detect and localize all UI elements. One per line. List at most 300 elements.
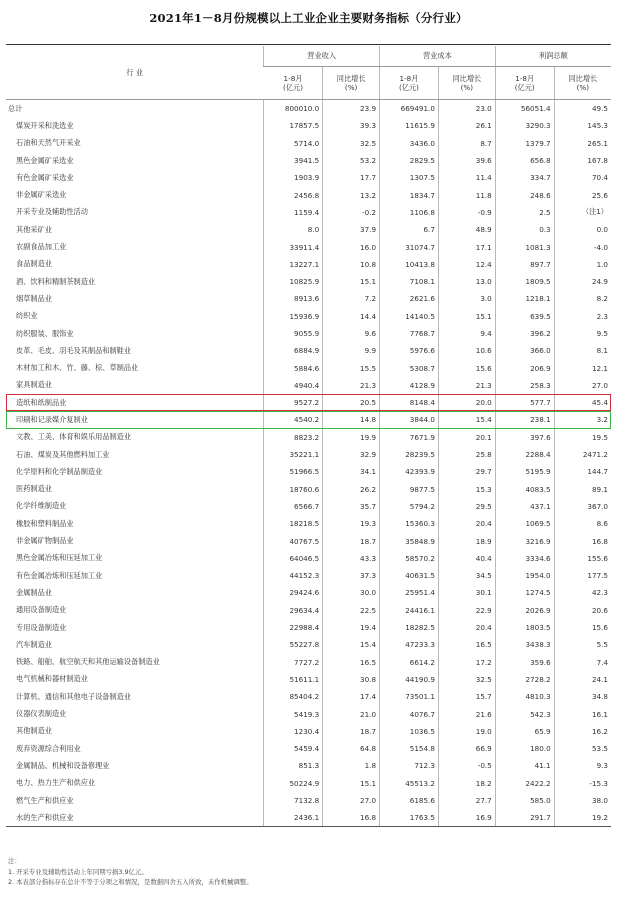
table-row <box>6 515 611 532</box>
revenue-growth: 19.9 <box>323 429 380 446</box>
cost-value: 18282.5 <box>380 619 439 636</box>
revenue-growth: 32.9 <box>323 446 380 463</box>
cost-growth: 34.5 <box>438 567 495 584</box>
industry-name: 其他制造业 <box>16 726 52 736</box>
industry-name: 造纸和纸制品业 <box>16 397 67 407</box>
profit-growth: 42.3 <box>554 584 611 601</box>
industry-name: 石油和天然气开采业 <box>16 138 81 148</box>
revenue-growth: 32.5 <box>323 135 380 152</box>
revenue-growth: 16.0 <box>323 238 380 255</box>
revenue-value: 5884.6 <box>264 359 323 376</box>
revenue-value: 1159.4 <box>264 204 323 221</box>
header-cost-value: 1-8月 (亿元) <box>380 67 439 100</box>
profit-growth: 49.5 <box>554 100 611 118</box>
cost-growth: 9.4 <box>438 325 495 342</box>
table-row <box>6 411 611 428</box>
table-row <box>6 740 611 757</box>
profit-value: 41.1 <box>495 757 554 774</box>
revenue-growth: 34.1 <box>323 463 380 480</box>
profit-growth: 89.1 <box>554 481 611 498</box>
industry-name: 非金属矿采选业 <box>16 190 67 200</box>
revenue-value: 2436.1 <box>264 809 323 827</box>
profit-growth: 8.1 <box>554 342 611 359</box>
revenue-growth: 17.7 <box>323 169 380 186</box>
revenue-growth: 15.5 <box>323 359 380 376</box>
profit-growth: 24.9 <box>554 273 611 290</box>
table-row <box>6 342 611 359</box>
cost-value: 7768.7 <box>380 325 439 342</box>
header-profit-growth: 同比增长 (%) <box>554 67 611 100</box>
cost-value: 47233.3 <box>380 636 439 653</box>
revenue-growth: 43.3 <box>323 550 380 567</box>
revenue-value: 55227.8 <box>264 636 323 653</box>
industry-name: 医药制造业 <box>16 484 52 494</box>
profit-value: 4810.3 <box>495 688 554 705</box>
cost-growth: -0.9 <box>438 204 495 221</box>
table-row <box>6 498 611 515</box>
table-row <box>6 359 611 376</box>
revenue-value: 33911.4 <box>264 238 323 255</box>
cost-growth: 21.6 <box>438 705 495 722</box>
cost-growth: 26.1 <box>438 117 495 134</box>
revenue-value: 51966.5 <box>264 463 323 480</box>
profit-value: 2422.2 <box>495 775 554 792</box>
table-row <box>6 775 611 792</box>
table-row <box>6 169 611 186</box>
table-row <box>6 152 611 169</box>
cost-value: 1036.5 <box>380 723 439 740</box>
cost-value: 40631.5 <box>380 567 439 584</box>
profit-growth: -15.3 <box>554 775 611 792</box>
cost-value: 1763.5 <box>380 809 439 827</box>
revenue-growth: 15.1 <box>323 273 380 290</box>
industry-name: 化学原料和化学制品制造业 <box>16 466 103 476</box>
revenue-value: 6884.9 <box>264 342 323 359</box>
table-row <box>6 377 611 394</box>
profit-growth: 53.5 <box>554 740 611 757</box>
table-row <box>6 809 611 827</box>
revenue-growth: 30.8 <box>323 671 380 688</box>
industry-name: 电力、热力生产和供应业 <box>16 778 96 788</box>
profit-value: 2288.4 <box>495 446 554 463</box>
profit-growth: （注1） <box>554 204 611 221</box>
industry-name: 黑色金属矿采选业 <box>16 155 74 165</box>
cost-value: 73501.1 <box>380 688 439 705</box>
cost-value: 11615.9 <box>380 117 439 134</box>
industry-name: 通用设备制造业 <box>16 605 67 615</box>
table-row <box>6 186 611 203</box>
revenue-value: 5459.4 <box>264 740 323 757</box>
industry-name: 酒、饮料和精制茶制造业 <box>16 276 96 286</box>
cost-growth: 48.9 <box>438 221 495 238</box>
profit-value: 3438.3 <box>495 636 554 653</box>
footnote-2: 2. 本表部分指标存在总计不等于分项之和情况，是数据四舍五入所致，未作机械调整。 <box>8 878 253 886</box>
revenue-growth: 27.0 <box>323 792 380 809</box>
profit-growth: 8.6 <box>554 515 611 532</box>
cost-value: 4076.7 <box>380 705 439 722</box>
revenue-value: 51611.1 <box>264 671 323 688</box>
cost-value: 15360.3 <box>380 515 439 532</box>
profit-value: 258.3 <box>495 377 554 394</box>
header-revenue-growth: 同比增长 (%) <box>323 67 380 100</box>
revenue-growth: 21.0 <box>323 705 380 722</box>
cost-value: 3436.0 <box>380 135 439 152</box>
industry-name: 烟草制品业 <box>16 293 52 303</box>
revenue-growth: 9.6 <box>323 325 380 342</box>
cost-growth: 17.1 <box>438 238 495 255</box>
industry-name: 食品制造业 <box>16 259 52 269</box>
cost-growth: 23.0 <box>438 100 495 118</box>
revenue-value: 64046.5 <box>264 550 323 567</box>
table-row <box>6 705 611 722</box>
cost-growth: 13.0 <box>438 273 495 290</box>
industry-name: 石油、煤炭及其他燃料加工业 <box>16 449 110 459</box>
profit-growth: 2.3 <box>554 308 611 325</box>
revenue-value: 18760.6 <box>264 481 323 498</box>
revenue-value: 85404.2 <box>264 688 323 705</box>
table-row <box>6 481 611 498</box>
industry-name: 农副食品加工业 <box>16 242 67 252</box>
profit-value: 4083.5 <box>495 481 554 498</box>
revenue-value: 35221.1 <box>264 446 323 463</box>
profit-value: 65.9 <box>495 723 554 740</box>
revenue-value: 40767.5 <box>264 532 323 549</box>
cost-value: 25951.4 <box>380 584 439 601</box>
revenue-value: 18218.5 <box>264 515 323 532</box>
profit-growth: 145.3 <box>554 117 611 134</box>
revenue-value: 4940.4 <box>264 377 323 394</box>
top-rule <box>6 44 611 45</box>
profit-value: 1803.5 <box>495 619 554 636</box>
header-cost-growth: 同比增长 (%) <box>438 67 495 100</box>
revenue-value: 1903.9 <box>264 169 323 186</box>
cost-growth: 32.5 <box>438 671 495 688</box>
industry-name: 纺织业 <box>16 311 38 321</box>
financial-indicators-table <box>6 46 611 827</box>
cost-value: 42393.9 <box>380 463 439 480</box>
revenue-growth: 64.8 <box>323 740 380 757</box>
industry-name: 电气机械和器材制造业 <box>16 674 88 684</box>
revenue-growth: 21.3 <box>323 377 380 394</box>
revenue-growth: 14.8 <box>323 411 380 428</box>
cost-growth: 19.0 <box>438 723 495 740</box>
cost-growth: 21.3 <box>438 377 495 394</box>
profit-value: 291.7 <box>495 809 554 827</box>
revenue-value: 9527.2 <box>264 394 323 411</box>
table-row <box>6 723 611 740</box>
revenue-value: 5714.0 <box>264 135 323 152</box>
profit-value: 1081.3 <box>495 238 554 255</box>
table-row <box>6 567 611 584</box>
cost-value: 58570.2 <box>380 550 439 567</box>
industry-name: 有色金属矿采选业 <box>16 172 74 182</box>
revenue-growth: 37.9 <box>323 221 380 238</box>
profit-value: 585.0 <box>495 792 554 809</box>
cost-growth: 20.0 <box>438 394 495 411</box>
table-row <box>6 792 611 809</box>
cost-growth: 29.7 <box>438 463 495 480</box>
cost-value: 28239.5 <box>380 446 439 463</box>
industry-name: 专用设备制造业 <box>16 622 67 632</box>
profit-growth: 367.0 <box>554 498 611 515</box>
revenue-value: 44152.3 <box>264 567 323 584</box>
profit-value: 396.2 <box>495 325 554 342</box>
page-title: 2021年1－8月份规模以上工业企业主要财务指标（分行业） <box>149 11 468 25</box>
profit-value: 238.1 <box>495 411 554 428</box>
profit-value: 3290.3 <box>495 117 554 134</box>
profit-value: 3334.6 <box>495 550 554 567</box>
revenue-growth: 26.2 <box>323 481 380 498</box>
profit-value: 3216.9 <box>495 532 554 549</box>
industry-name: 其他采矿业 <box>16 224 52 234</box>
revenue-growth: 30.0 <box>323 584 380 601</box>
revenue-value: 15936.9 <box>264 308 323 325</box>
header-profit-value: 1-8月 (亿元) <box>495 67 554 100</box>
header-revenue-value: 1-8月 (亿元) <box>264 67 323 100</box>
table-row <box>6 446 611 463</box>
header-industry: 行 业 <box>6 46 264 100</box>
table-row <box>6 654 611 671</box>
profit-growth: 20.6 <box>554 602 611 619</box>
cost-value: 31074.7 <box>380 238 439 255</box>
revenue-value: 8913.6 <box>264 290 323 307</box>
table-row <box>6 688 611 705</box>
cost-value: 4128.9 <box>380 377 439 394</box>
cost-value: 6.7 <box>380 221 439 238</box>
profit-value: 0.3 <box>495 221 554 238</box>
industry-name: 家具制造业 <box>16 380 52 390</box>
profit-growth: 16.2 <box>554 723 611 740</box>
profit-growth: 27.0 <box>554 377 611 394</box>
revenue-value: 29424.6 <box>264 584 323 601</box>
profit-growth: 2471.2 <box>554 446 611 463</box>
cost-growth: 18.9 <box>438 532 495 549</box>
industry-name: 橡胶和塑料制品业 <box>16 518 74 528</box>
profit-growth: 16.8 <box>554 532 611 549</box>
industry-name: 废弃资源综合利用业 <box>16 743 81 753</box>
cost-growth: 40.4 <box>438 550 495 567</box>
cost-value: 45513.2 <box>380 775 439 792</box>
table-row <box>6 290 611 307</box>
table-row <box>6 135 611 152</box>
revenue-growth: 15.1 <box>323 775 380 792</box>
cost-growth: 11.8 <box>438 186 495 203</box>
profit-value: 1954.0 <box>495 567 554 584</box>
table-row <box>6 394 611 411</box>
industry-name: 金属制品、机械和设备修理业 <box>16 760 110 770</box>
revenue-growth: 7.2 <box>323 290 380 307</box>
profit-value: 397.6 <box>495 429 554 446</box>
profit-growth: 34.8 <box>554 688 611 705</box>
profit-value: 359.6 <box>495 654 554 671</box>
industry-name: 纺织服装、服饰业 <box>16 328 74 338</box>
table-row <box>6 308 611 325</box>
table-row <box>6 602 611 619</box>
revenue-value: 2456.8 <box>264 186 323 203</box>
footnote-1: 1. 开采专业及辅助性活动上年同期亏损3.9亿元。 <box>8 867 148 876</box>
table-row <box>6 221 611 238</box>
profit-value: 2026.9 <box>495 602 554 619</box>
cost-growth: 15.4 <box>438 411 495 428</box>
industry-name: 印刷和记录媒介复制业 <box>16 414 88 424</box>
cost-value: 5976.6 <box>380 342 439 359</box>
profit-growth: 15.6 <box>554 619 611 636</box>
revenue-value: 7132.8 <box>264 792 323 809</box>
industry-name: 燃气生产和供应业 <box>16 795 74 805</box>
table-row <box>6 584 611 601</box>
profit-growth: 19.5 <box>554 429 611 446</box>
profit-growth: 9.5 <box>554 325 611 342</box>
revenue-value: 6566.7 <box>264 498 323 515</box>
profit-value: 2728.2 <box>495 671 554 688</box>
revenue-value: 800010.0 <box>264 100 323 118</box>
footnote-heading: 注： <box>8 857 21 865</box>
cost-growth: 66.9 <box>438 740 495 757</box>
revenue-growth: 18.7 <box>323 532 380 549</box>
profit-value: 1218.1 <box>495 290 554 307</box>
profit-value: 366.0 <box>495 342 554 359</box>
profit-growth: 9.3 <box>554 757 611 774</box>
industry-name: 有色金属冶炼和压延加工业 <box>16 570 103 580</box>
profit-value: 334.7 <box>495 169 554 186</box>
industry-name: 总计 <box>8 103 23 113</box>
revenue-value: 8823.2 <box>264 429 323 446</box>
profit-value: 656.8 <box>495 152 554 169</box>
profit-growth: 0.0 <box>554 221 611 238</box>
cost-growth: 30.1 <box>438 584 495 601</box>
cost-value: 669491.0 <box>380 100 439 118</box>
industry-name: 煤炭开采和洗选业 <box>16 120 74 130</box>
profit-value: 206.9 <box>495 359 554 376</box>
revenue-growth: 53.2 <box>323 152 380 169</box>
cost-growth: 16.9 <box>438 809 495 827</box>
industry-name: 水的生产和供应业 <box>6 809 264 827</box>
cost-value: 14140.5 <box>380 308 439 325</box>
revenue-growth: 14.4 <box>323 308 380 325</box>
revenue-growth: 17.4 <box>323 688 380 705</box>
profit-growth: 16.1 <box>554 705 611 722</box>
cost-value: 6185.6 <box>380 792 439 809</box>
industry-name: 金属制品业 <box>16 587 52 597</box>
cost-value: 1834.7 <box>380 186 439 203</box>
profit-value: 1379.7 <box>495 135 554 152</box>
revenue-value: 1230.4 <box>264 723 323 740</box>
industry-name: 计算机、通信和其他电子设备制造业 <box>16 691 132 701</box>
revenue-value: 13227.1 <box>264 256 323 273</box>
revenue-growth: 10.8 <box>323 256 380 273</box>
revenue-growth: 13.2 <box>323 186 380 203</box>
profit-growth: 7.4 <box>554 654 611 671</box>
revenue-growth: 20.5 <box>323 394 380 411</box>
profit-value: 897.7 <box>495 256 554 273</box>
cost-growth: 16.5 <box>438 636 495 653</box>
cost-growth: 8.7 <box>438 135 495 152</box>
revenue-value: 50224.9 <box>264 775 323 792</box>
cost-growth: 15.6 <box>438 359 495 376</box>
revenue-growth: 19.3 <box>323 515 380 532</box>
profit-value: 248.6 <box>495 186 554 203</box>
cost-value: 5308.7 <box>380 359 439 376</box>
profit-growth: 24.1 <box>554 671 611 688</box>
table-row <box>6 256 611 273</box>
profit-value: 56051.4 <box>495 100 554 118</box>
table-row <box>6 671 611 688</box>
table-row <box>6 273 611 290</box>
cost-growth: 27.7 <box>438 792 495 809</box>
cost-growth: 29.5 <box>438 498 495 515</box>
profit-growth: 177.5 <box>554 567 611 584</box>
table-row <box>6 325 611 342</box>
profit-value: 437.1 <box>495 498 554 515</box>
industry-name: 皮革、毛皮、羽毛及其制品和制鞋业 <box>16 345 132 355</box>
cost-growth: 39.6 <box>438 152 495 169</box>
profit-value: 1274.5 <box>495 584 554 601</box>
industry-name: 木材加工和木、竹、藤、棕、草制品业 <box>16 363 139 373</box>
table-row <box>6 100 611 118</box>
revenue-growth: 35.7 <box>323 498 380 515</box>
profit-value: 577.7 <box>495 394 554 411</box>
cost-value: 1307.5 <box>380 169 439 186</box>
table-row <box>6 532 611 549</box>
cost-value: 10413.8 <box>380 256 439 273</box>
cost-value: 44190.9 <box>380 671 439 688</box>
cost-growth: 10.6 <box>438 342 495 359</box>
industry-name: 黑色金属冶炼和压延加工业 <box>16 553 103 563</box>
revenue-value: 851.3 <box>264 757 323 774</box>
profit-value: 1809.5 <box>495 273 554 290</box>
table-row <box>6 619 611 636</box>
industry-name: 文教、工美、体育和娱乐用品制造业 <box>16 432 132 442</box>
profit-value: 5195.9 <box>495 463 554 480</box>
table-row <box>6 463 611 480</box>
revenue-value: 8.0 <box>264 221 323 238</box>
cost-value: 3844.0 <box>380 411 439 428</box>
header-revenue: 营业收入 <box>264 46 380 67</box>
revenue-value: 7727.2 <box>264 654 323 671</box>
profit-growth: 8.2 <box>554 290 611 307</box>
profit-value: 639.5 <box>495 308 554 325</box>
industry-name: 仪器仪表制造业 <box>16 709 67 719</box>
cost-growth: 20.4 <box>438 619 495 636</box>
cost-value: 7108.1 <box>380 273 439 290</box>
cost-growth: 20.4 <box>438 515 495 532</box>
industry-name: 非金属矿物制品业 <box>16 536 74 546</box>
industry-name: 汽车制造业 <box>16 639 52 649</box>
revenue-growth: -0.2 <box>323 204 380 221</box>
profit-growth: 144.7 <box>554 463 611 480</box>
revenue-value: 3941.5 <box>264 152 323 169</box>
profit-value: 2.5 <box>495 204 554 221</box>
profit-growth: 155.6 <box>554 550 611 567</box>
cost-value: 1106.8 <box>380 204 439 221</box>
cost-growth: -0.5 <box>438 757 495 774</box>
profit-growth: 167.8 <box>554 152 611 169</box>
header-profit: 利润总额 <box>495 46 611 67</box>
cost-value: 2829.5 <box>380 152 439 169</box>
profit-growth: 70.4 <box>554 169 611 186</box>
cost-value: 5794.2 <box>380 498 439 515</box>
cost-growth: 18.2 <box>438 775 495 792</box>
table-row <box>6 757 611 774</box>
header-cost: 营业成本 <box>380 46 496 67</box>
table-row <box>6 204 611 221</box>
profit-growth: 12.1 <box>554 359 611 376</box>
revenue-value: 17857.5 <box>264 117 323 134</box>
revenue-growth: 18.7 <box>323 723 380 740</box>
revenue-value: 9055.9 <box>264 325 323 342</box>
profit-value: 542.3 <box>495 705 554 722</box>
table-row <box>6 117 611 134</box>
